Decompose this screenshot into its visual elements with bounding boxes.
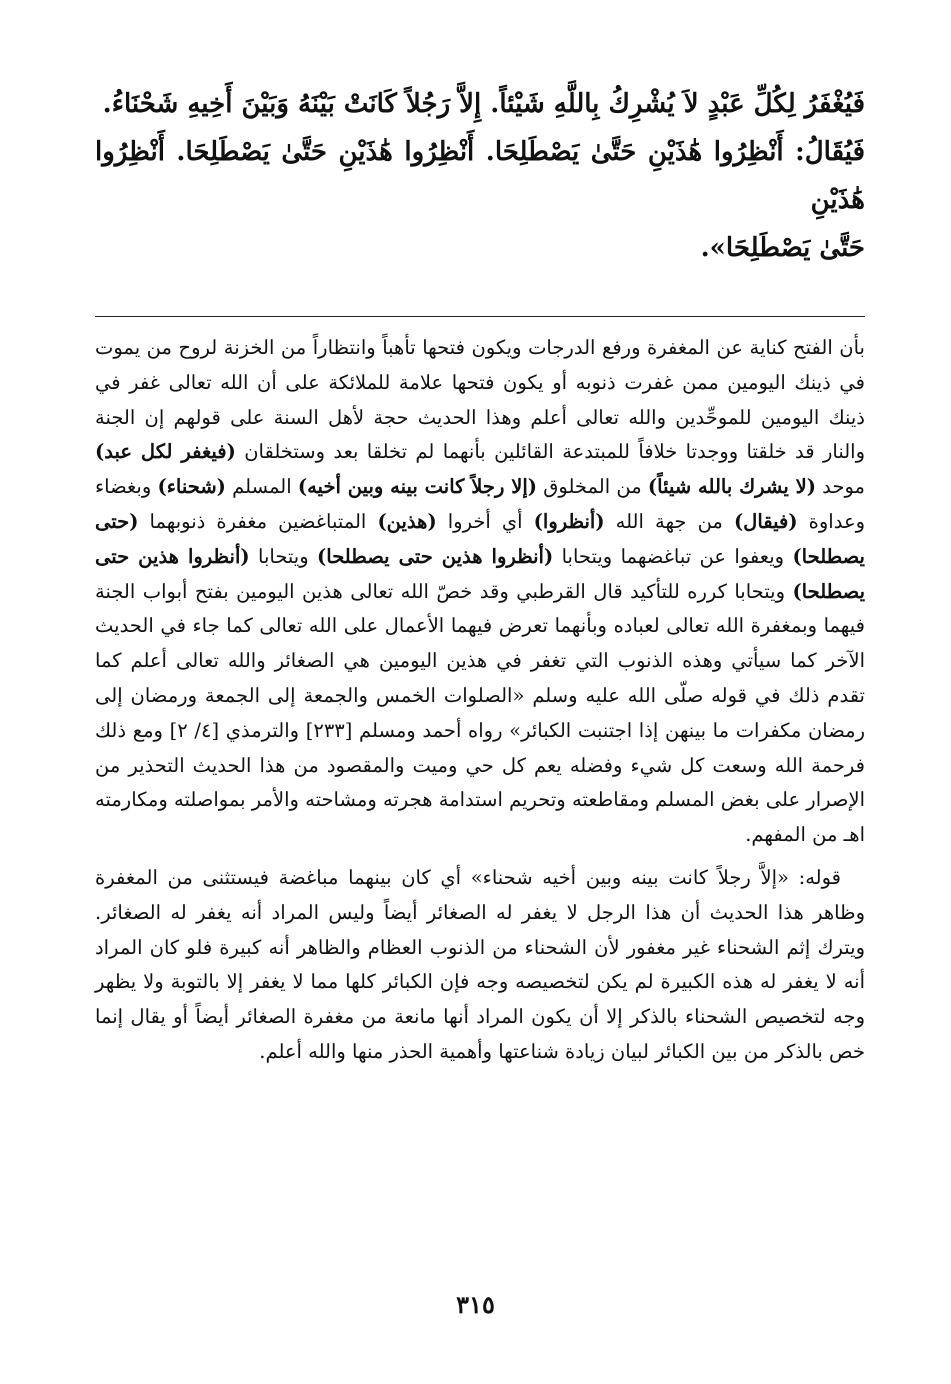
quoted-hadith-phrase: (فيقال) — [733, 509, 798, 533]
commentary-text: وبغضاء وعداوة — [95, 475, 865, 533]
quoted-hadith-phrase: (أنظروا) — [533, 509, 605, 533]
commentary-text: من المخلوق — [537, 475, 648, 499]
hadith-line: فَيُغْفَرُ لِكُلِّ عَبْدٍ لاَ يُشْرِكُ بِاللَّهِ شَيْئاً. إِلاَّ رَجُلاً كَانَتْ بَيْنَهُ وَبَيْنَ أَخِيهِ شَحْنَاءُ. — [102, 89, 865, 119]
quoted-hadith-phrase: (أنظروا هذين حتى يصطلحا) — [317, 544, 554, 568]
commentary-paragraph — [95, 331, 865, 853]
quoted-hadith-phrase: (هذين) — [377, 509, 437, 533]
hadith-line: فَيُقَالُ: أَنْظِرُوا هَٰذَيْنِ حَتَّىٰ يَصْطَلِحَا. أَنْظِرُوا هَٰذَيْنِ حَتَّىٰ يَصْطَلِحَا. أَنْظِرُوا هَٰذَيْنِ — [95, 137, 865, 215]
commentary-text: موحد — [815, 475, 865, 499]
commentary-text: من جهة الله — [604, 509, 734, 533]
commentary-paragraph: قوله: «إلاَّ رجلاً كانت بينه وبين أخيه شحناء» أي كان بينهما مباغضة فيستثنى من المغفرة وظاهر هذا الحديث أن هذا الرجل لا يغفر له الصغائر أيضاً وليس المراد أنه يغفر له الصغائر. ويترك إثم الشحناء غير مغفور لأن الشحناء من الذنوب العظام والظاهر أنه كبيرة فلو كان المراد أنه لا يغفر له هذه الكبيرة لم يكن لتخصيصه وجه فإن الكبائر كلها مما لا يغفر إلا بالتوبة ولا يظهر وجه لتخصيص الشحناء بالذكر إلا أن يكون المراد أنها مانعة من مغفرة الصغائر أيضاً أو يقال إنما خص بالذكر من بين الكبائر لبيان زيادة شناعتها وأهمية الحذر منها والله أعلم. — [95, 865, 865, 1063]
commentary-text: ويتحابا — [249, 544, 318, 568]
hadith-line: حَتَّىٰ يَصْطَلِحَا». — [700, 233, 865, 263]
commentary-text: المتباغضين مغفرة ذنوبهما — [138, 509, 378, 533]
quoted-hadith-phrase: (أنظروا هذين حتى يصطلحا) — [95, 544, 865, 603]
commentary-text: المسلم — [225, 475, 298, 499]
footnote-divider — [95, 316, 865, 317]
hadith-text — [95, 80, 865, 272]
quoted-hadith-phrase: (لا يشرك بالله شيئاً) — [647, 475, 816, 499]
commentary-text: ويتحابا كرره للتأكيد قال القرطبي وقد خصّ الله تعالى هذين اليومين بفتح أبواب الجنة فيهما وبمغفرة الله تعالى لعباده وبأنهما تعرض فيهما الأعمال على الله تعالى كما جاء في الحديث الآخر كما سيأتي وهذه الذنوب التي تغفر في هذين اليومين هي الصغائر والله تعالى أعلم كما تقدم ذلك في قوله صلّى الله عليه وسلم «الصلوات الخمس والجمعة إلى الجمعة ورمضان إلى رمضان مكفرات ما بينهن إذا اجتنبت الكبائر» رواه أحمد ومسلم [٢٣٣] والترمذي [٤/ ٢] ومع ذلك فرحمة الله وسعت كل شيء وفضله يعم كل حي وميت والمقصود من هذا الحديث التحذير من الإصرار على بغض المسلم ومقاطعته وتحريم استدامة هجرته ومشاحته والأمر بمواصلته ومكارمته اهـ من المفهم. — [95, 579, 866, 847]
commentary — [95, 331, 865, 1070]
book-page — [95, 80, 865, 1070]
quoted-hadith-phrase: (إلا رجلاً كانت بينه وبين أخيه) — [297, 475, 537, 499]
commentary-text: أي أخروا — [436, 509, 534, 533]
quoted-hadith-phrase: (حتى يصطلحا) — [95, 509, 865, 568]
commentary-text: بأن الفتح كناية عن المغفرة ورفع الدرجات ويكون فتحها تأهباً وانتظاراً من الخزنة لروح من يموت في ذينك اليومين ممن غفرت ذنوبه أو يكون فتحها علامة للملائكة على أن الله تعالى غفر في ذينك اليومين للموحِّدين والله تعالى أعلم وهذا الحديث حجة لأهل السنة على قولهم إن الجنة والنار قد خلقتا ووجدتا خلافاً للمبتدعة القائلين بأنهما لم تخلقا بعد وستخلقان — [95, 336, 865, 464]
quoted-hadith-phrase: (شحناء) — [157, 475, 226, 499]
quoted-hadith-phrase: (فيغفر لكل عبد) — [95, 440, 236, 464]
commentary-text: ويعفوا عن تباغضهما ويتحابا — [553, 544, 793, 568]
page-number: ٣١٥ — [456, 1290, 495, 1319]
